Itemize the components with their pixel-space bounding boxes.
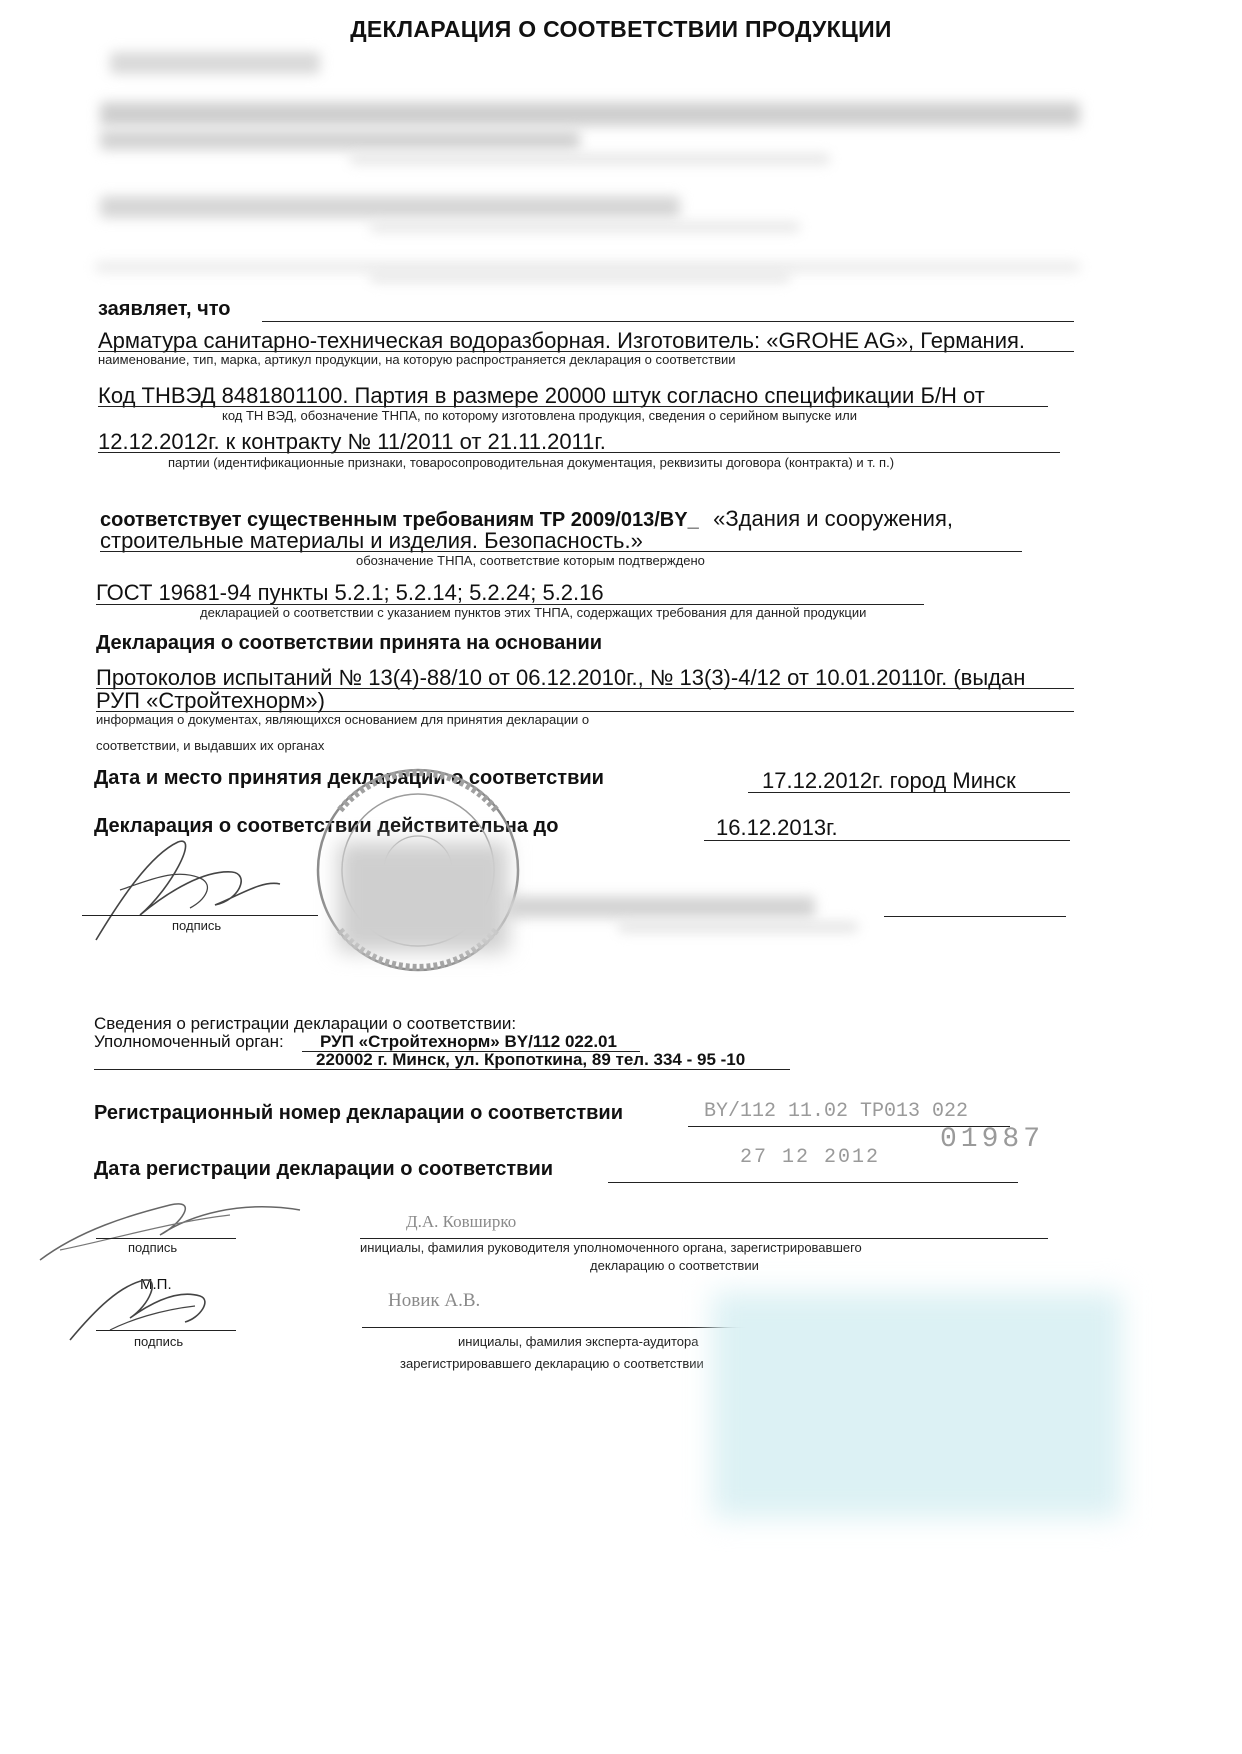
expert-name: Новик А.В. xyxy=(388,1290,481,1311)
reg-date-label: Дата регистрации декларации о соответствии xyxy=(94,1158,554,1180)
product-line: Арматура санитарно-техническая водоразборная. Изготовитель: «GROHE AG», Германия. xyxy=(98,328,1026,353)
document-title: ДЕКЛАРАЦИЯ О СООТВЕТСТВИИ ПРОДУКЦИИ xyxy=(350,16,892,42)
redacted-applicant-address-line2 xyxy=(100,130,580,150)
authorized-body-address-underline xyxy=(94,1069,790,1070)
sig3-caption: подпись xyxy=(134,1334,184,1349)
reg-date-underline xyxy=(608,1182,1018,1183)
head-caption1: инициалы, фамилия руководителя уполномоченного органа, зарегистрировавшего xyxy=(360,1240,862,1255)
redacted-applicant-address-line1 xyxy=(100,102,1080,126)
signatory-name-underline xyxy=(884,916,1066,917)
expert-caption1: инициалы, фамилия эксперта-аудитора xyxy=(458,1334,699,1349)
redacted-applicant-caption xyxy=(350,154,830,164)
valid-until-label: Декларация о соответствии действительна до xyxy=(94,815,559,837)
sig2-caption: подпись xyxy=(128,1240,178,1255)
date-place-label: Дата и место принятия декларации о соответствии xyxy=(94,767,604,789)
product-caption: наименование, тип, марка, артикул продукции, на которую распространяется декларация о соответствии xyxy=(98,352,736,367)
redacted-registration-stamp xyxy=(712,1292,1122,1518)
expert-caption2: зарегистрировавшего декларацию о соответствии xyxy=(400,1356,704,1371)
signature-underline xyxy=(82,915,318,916)
batch-caption: партии (идентификационные признаки, товаросопроводительная документация, реквизиты договора (контракта) и т. п.) xyxy=(168,455,895,470)
signature-caption: подпись xyxy=(172,918,222,933)
complies-underline xyxy=(100,551,1022,552)
code-line: Код ТНВЭД 8481801100. Партия в размере 20000 штук согласно спецификации Б/Н от xyxy=(98,383,985,408)
gost-line: ГОСТ 19681-94 пункты 5.2.1; 5.2.14; 5.2.24; 5.2.16 xyxy=(96,580,604,605)
complies-line: соответствует существенным требованиям ТР 2009/013/BY_ «Здания и сооружения, xyxy=(100,506,953,531)
basis-line1: Протоколов испытаний № 13(4)-88/10 от 06.12.2010г., № 13(3)-4/12 от 10.01.20110г. (выдан xyxy=(96,665,1026,690)
batch-line: 12.12.2012г. к контракту № 11/2011 от 21.11.2011г. xyxy=(98,429,606,454)
redacted-basis-line xyxy=(95,262,1080,272)
expert-signature xyxy=(0,0,10,10)
head-name: Д.А. Ковширко xyxy=(406,1212,517,1231)
redacted-basis-caption xyxy=(370,272,790,282)
reg-number-stamp: BY/112 11.02 ТР013 022 xyxy=(704,1100,969,1123)
reg-number-label: Регистрационный номер декларации о соответствии xyxy=(94,1102,624,1124)
code-caption: код ТН ВЭД, обозначение ТНПА, по которому изготовлена продукция, сведения о серийном выпуске или xyxy=(222,408,857,423)
redacted-representative-caption xyxy=(370,222,800,232)
complies-line2: строительные материалы и изделия. Безопасность.» xyxy=(100,528,643,553)
redacted-seal-center xyxy=(338,842,508,952)
basis-line2: РУП «Стройтехнорм») xyxy=(96,688,325,713)
authorized-body-address: 220002 г. Минск, ул. Кропоткина, 89 тел. 334 - 95 -10 xyxy=(316,1050,746,1069)
reg-number-suffix: 01987 xyxy=(940,1124,1045,1155)
date-place-value: 17.12.2012г. город Минск xyxy=(762,768,1016,793)
basis-caption1: информация о документах, являющихся основанием для принятия декларации о xyxy=(96,712,590,727)
head-name-underline xyxy=(360,1238,1048,1239)
sig3-underline xyxy=(96,1330,236,1331)
complies-bold-text: соответствует существенным требованиям ТР 2009/013/BY xyxy=(100,509,688,531)
code-underline xyxy=(98,406,1048,407)
head-caption2: декларацию о соответствии xyxy=(590,1258,759,1273)
valid-until-value: 16.12.2013г. xyxy=(716,815,838,840)
batch-underline xyxy=(98,452,1060,453)
redacted-representative xyxy=(100,196,680,218)
declares-label: заявляет, что xyxy=(98,298,231,320)
redacted-signatory-name xyxy=(505,896,815,918)
authorized-body-value: РУП «Стройтехнорм» BY/112 022.01 xyxy=(320,1032,617,1051)
registration-info: Сведения о регистрации декларации о соответствии: xyxy=(94,1014,517,1033)
tnpa-caption: обозначение ТНПА, соответствие которым подтверждено xyxy=(356,553,705,568)
declares-underline xyxy=(262,321,1074,322)
redacted-signatory-caption xyxy=(618,922,858,932)
sig2-underline xyxy=(96,1238,236,1239)
valid-until-underline xyxy=(704,840,1070,841)
basis-caption2: соответствии, и выдавших их органах xyxy=(96,738,325,753)
complies-rest-text: «Здания и сооружения, xyxy=(713,506,953,531)
basis-heading: Декларация о соответствии принята на основании xyxy=(96,632,603,654)
mp-label: М.П. xyxy=(140,1276,172,1293)
authorized-body-label: Уполномоченный орган: xyxy=(94,1032,284,1051)
redacted-applicant-name xyxy=(110,52,320,74)
gost-caption: декларацией о соответствии с указанием пунктов этих ТНПА, содержащих требования для данной продукции xyxy=(200,605,867,620)
date-place-underline xyxy=(748,792,1070,793)
reg-date-stamp: 27 12 2012 xyxy=(740,1146,881,1169)
